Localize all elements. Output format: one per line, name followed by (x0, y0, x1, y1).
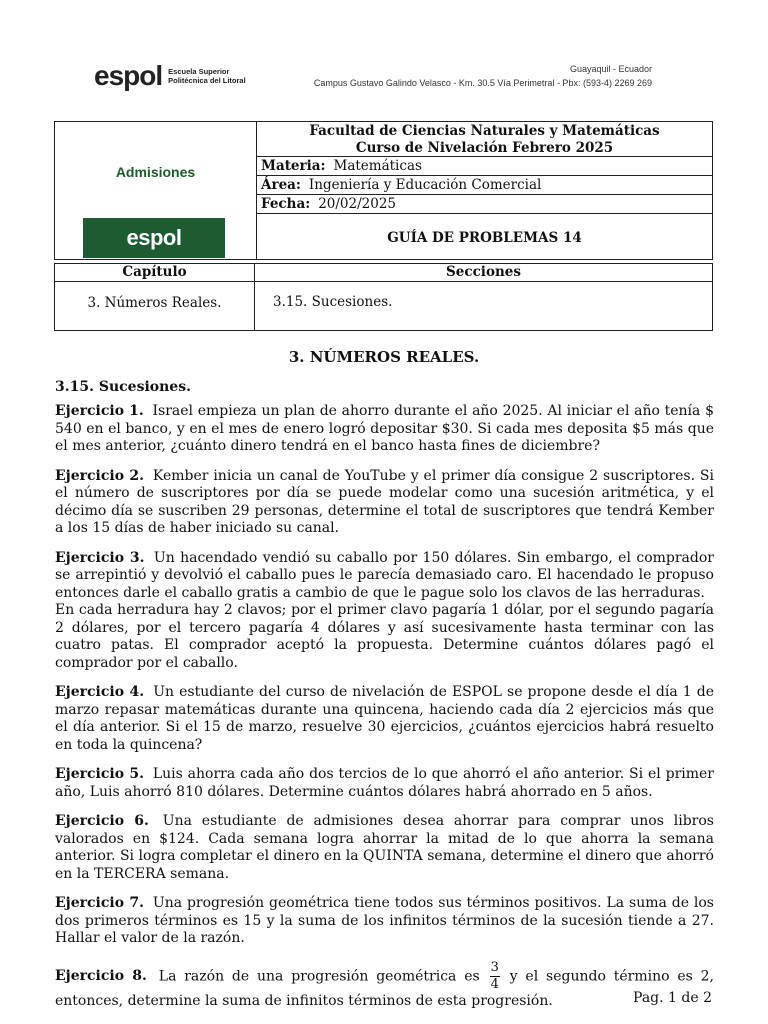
chapter-table-row (55, 282, 712, 331)
admisiones-label: Admisiones (115, 164, 196, 180)
area-row (257, 176, 712, 195)
fraction-three-quarters (490, 960, 500, 993)
exercise-text-before: La razón de una progresión geométrica es (158, 968, 480, 984)
exercise-label: Ejercicio 7. (55, 895, 144, 911)
exercise-5 (55, 766, 714, 801)
capitulo-header: Capítulo (55, 264, 255, 281)
espol-logo-subtitle (168, 67, 246, 85)
fecha-row (257, 195, 712, 214)
exercise-label: Ejercicio 4. (55, 684, 145, 700)
faculty-block (257, 122, 712, 157)
materia-value: Matemáticas (333, 158, 422, 174)
exercise-text: Un estudiante del curso de nivelación de ESPOL se propone desde el día 1 de marzo repasar matemáticas durante una quincena, haciendo cada día 2 ejercicios más que el día anterior. Si el 15 de marzo, resuelve 30 ejercicios, ¿cuántos ejercicios habrá resuelto en toda la quincena? (55, 684, 714, 753)
exercise-6 (55, 813, 714, 883)
logo-sub-line1: Escuela Superior (168, 67, 230, 76)
espol-logo (94, 60, 246, 92)
green-logo-text: espol (126, 225, 182, 250)
materia-label: Materia: (261, 158, 326, 174)
page-number: Pag. 1 de 2 (633, 990, 712, 1006)
fecha-value: 20/02/2025 (318, 196, 397, 212)
exercise-text: Una progresión geométrica tiene todos sus términos positivos. La suma de los dos primeros términos es 15 y la suma de los infinitos términos de la sucesión tiende a 27. Hallar el valor de la razón. (55, 895, 714, 946)
exercise-label: Ejercicio 8. (55, 968, 147, 984)
exercise-text-continued: En cada herradura hay 2 clavos; por el primer clavo pagaría 1 dólar, por el segundo pagaría 2 dólares, por el tercero pagaría 4 dólares y así sucesivamente hasta terminar con las cuatro patas. El comprador aceptó la propuesta. Determine cuántos dólares pagó el comprador por el caballo. (55, 602, 714, 671)
city-line: Guayaquil - Ecuador (569, 64, 652, 74)
header-left-cell (55, 122, 257, 259)
exercise-text: Una estudiante de admisiones desea ahorrar para comprar unos libros valorados en $124. Cada semana logra ahorrar la mitad de lo que ahorra la semana anterior. Si logra completar el dinero en la QUINTA semana, determine el dinero que ahorró en la TERCERA semana. (55, 813, 714, 882)
fraction-numerator: 3 (490, 959, 499, 975)
header-table (54, 121, 713, 260)
fecha-label: Fecha: (261, 196, 311, 212)
exercise-text-after: y el segundo término es 2, entonces, determine la suma de infinitos términos de esta progresión. (55, 968, 715, 1009)
exercise-text: Luis ahorra cada año dos tercios de lo que ahorró el año anterior. Si el primer año, Luis ahorró 810 dólares. Determine cuántos dólares habrá ahorrado en 5 años. (55, 766, 714, 800)
exercise-label: Ejercicio 2. (55, 467, 144, 484)
exercise-text: Kember inicia un canal de YouTube y el primer día consigue 2 suscriptores. Si el número de suscriptores por día se puede modelar como una sucesión aritmética, y el décimo día se suscriben 29 personas, determine el total de suscriptores que tendrá Kember a los 15 días de haber iniciado su canal. (55, 467, 714, 536)
exercise-label: Ejercicio 3. (55, 549, 145, 566)
capitulo-value: 3. Números Reales. (55, 282, 255, 331)
espol-green-logo (83, 218, 225, 258)
exercise-2 (55, 468, 714, 538)
exercise-1 (55, 403, 714, 456)
faculty-title: Facultad de Ciencias Naturales y Matemáticas (309, 123, 660, 139)
exercise-7 (55, 895, 714, 948)
exercise-3 (55, 550, 714, 673)
fraction-denominator: 4 (490, 976, 499, 992)
subsection-title: 3.15. Sucesiones. (55, 379, 191, 395)
area-label: Área: (261, 177, 301, 193)
exercise-label: Ejercicio 6. (55, 813, 149, 829)
espol-logo-text: espol (94, 60, 163, 91)
header-right-cell (257, 122, 712, 259)
exercise-text: Un hacendado vendió su caballo por 150 dólares. Sin embargo, el comprador se arrepintió y devolvió el caballo pues le parecía demasiado caro. El hacendado le propuso entonces darle el caballo gratis a cambio de que le pague solo los clavos de las herraduras. (55, 549, 714, 601)
exercise-list (55, 403, 714, 1022)
exercise-label: Ejercicio 5. (55, 766, 144, 782)
section-title: 3. NÚMEROS REALES. (288, 348, 480, 366)
secciones-header: Secciones (446, 264, 521, 280)
guia-title: GUÍA DE PROBLEMAS 14 (387, 230, 582, 246)
exercise-text: Israel empieza un plan de ahorro durante el año 2025. Al iniciar el año tenía $ 540 en el banco, y en el mes de enero logró depositar $30. Si cada mes deposita $5 más que el mes anterior, ¿cuánto dinero tendrá en el banco hasta fines de diciembre? (55, 403, 714, 454)
materia-row (257, 157, 712, 176)
exercise-4 (55, 684, 714, 754)
area-value: Ingeniería y Educación Comercial (308, 177, 542, 193)
chapter-table (54, 263, 713, 331)
secciones-value: 3.15. Sucesiones. (273, 294, 393, 310)
campus-address (314, 62, 652, 90)
exercise-label: Ejercicio 1. (55, 403, 144, 419)
chapter-table-header (55, 264, 712, 282)
logo-sub-line2: Politécnica del Litoral (168, 76, 246, 85)
exercise-8 (55, 960, 714, 1011)
course-title: Curso de Nivelación Febrero 2025 (355, 140, 614, 156)
campus-line: Campus Gustavo Galindo Velasco - Km. 30.5 Vía Perimetral - Pbx: (593-4) 2269 269 (313, 78, 652, 88)
